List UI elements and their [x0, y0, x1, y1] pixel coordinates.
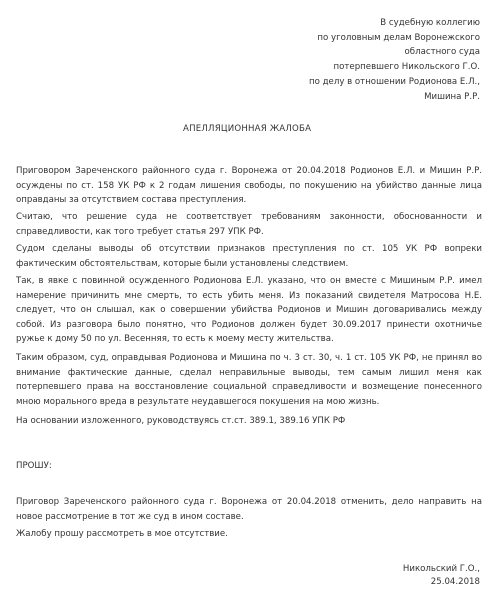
signature-date: 25.04.2018 [430, 577, 480, 587]
addressee-block [230, 16, 480, 104]
addressee-line: по делу в отношении Родионова Е.Л., [308, 76, 480, 87]
paragraph-evidence: Так, в явке с повинной осужденного Родионова Е.Л. указано, что он вместе с Мишиным Р.Р. имел намерение причинить мне смерть, то есть убить меня. Из показаний свидетеля Матросова Н.Е. следует, что он слышал, как о совершении убийства Родионов и Мишин договаривались между собой. Из разговора было понятно, что Родионов должен будет 30.09.2017 принести охотничье ружье к дому 50 по ул. Весенняя, то есть к моему месту жительства. [16, 276, 482, 344]
paragraph-verdict: Приговором Зареченского районного суда г. Воронежа от 20.04.2018 Родионов Е.Л. и Мишин Р.Р. осуждены по ст. 158 УК РФ к 2 годам лишения свободы, по покушению на убийство данные лица оправданы за отсутствием состава преступления. [16, 166, 482, 205]
signature-block [403, 563, 480, 589]
document-title: АПЕЛЛЯЦИОННАЯ ЖАЛОБА [183, 124, 312, 134]
paragraph-conclusion: Таким образом, суд, оправдывая Родионова и Мишина по ч. 3 ст. 30, ч. 1 ст. 105 УК РФ, не принял во внимание фактические данные, сделал неправильные выводы, тем самым лишил меня как потерпевшего права на восстановление социальной справедливости и возмещение понесенного мною морального вреда в результате неудавшегося покушения на мою жизнь. [16, 353, 482, 407]
paragraph-legal-basis: На основании изложенного, руководствуясь ст.ст. 389.1, 389.16 УПК РФ [16, 416, 346, 426]
paragraph-court-findings: Судом сделаны выводы об отсутствии признаков преступления по ст. 105 УК РФ вопреки фактическим обстоятельствам, которые были установлены следствием. [16, 244, 482, 269]
request-heading: ПРОШУ: [16, 461, 52, 471]
paragraph-request: Приговор Зареченского районного суда г. Воронежа от 20.04.2018 отменить, дело направить на новое рассмотрение в тот же суд в ином составе. [16, 497, 482, 522]
paragraph-opinion: Считаю, что решение суда не соответствует требованиям законности, обоснованности и справедливости, как того требует статья 297 УПК РФ. [16, 212, 482, 237]
signature-name: Никольский Г.О., [402, 564, 480, 574]
addressee-line: Мишина Р.Р. [424, 91, 480, 102]
addressee-line: В судебную коллегию [380, 18, 480, 28]
addressee-line: по уголовным делам Воронежского [317, 32, 480, 43]
paragraph-absence: Жалобу прошу рассмотреть в мое отсутствие. [16, 529, 228, 539]
addressee-line: потерпевшего Никольского Г.О. [333, 62, 480, 73]
addressee-line: областного суда [404, 47, 480, 58]
